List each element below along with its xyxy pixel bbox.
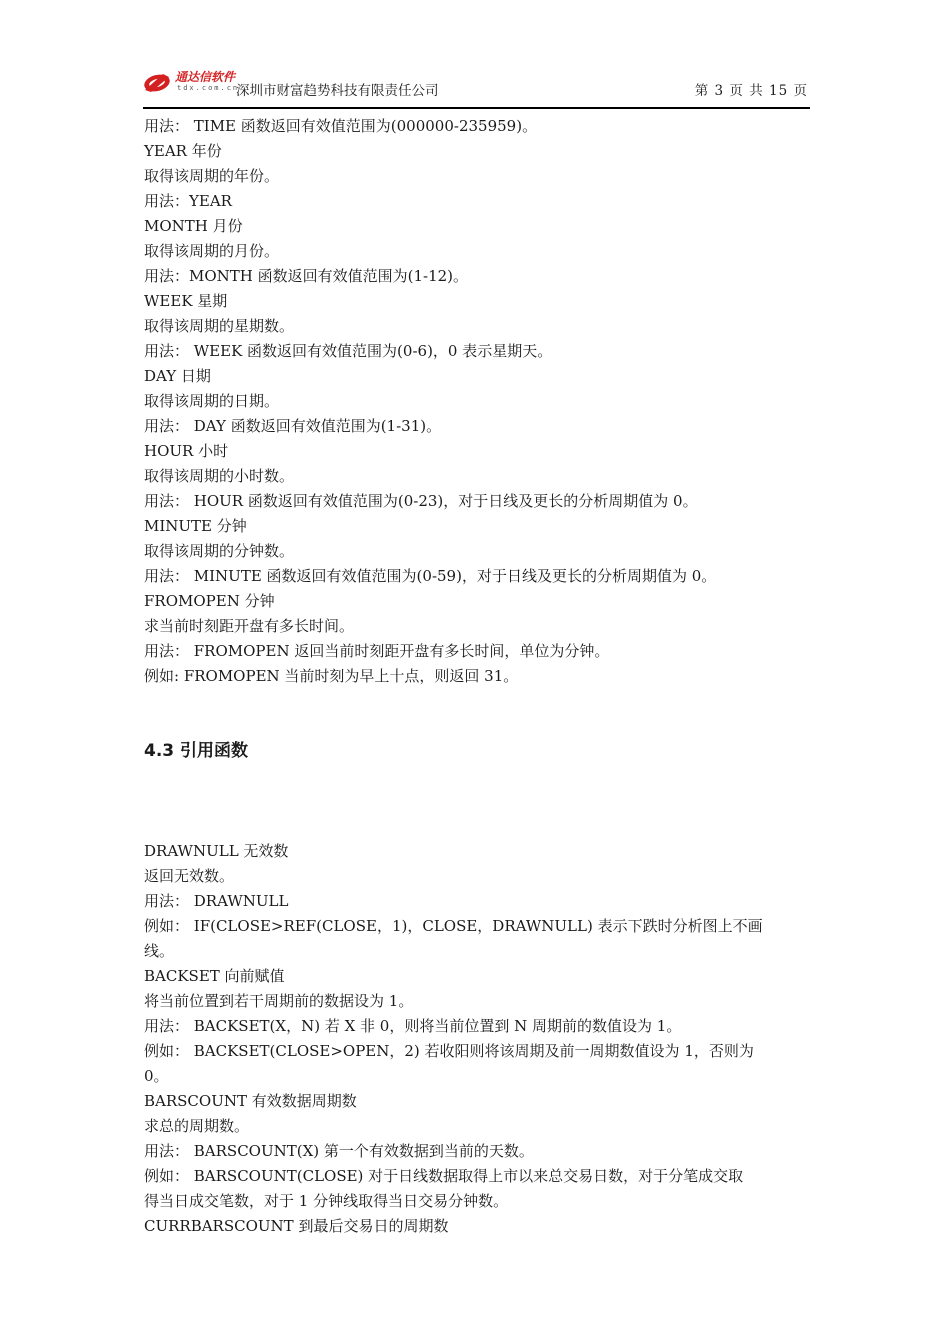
logo-text: 通达信软件 — [175, 70, 236, 84]
function-title: MONTH 月份 — [144, 217, 243, 235]
text-line: 线。 — [144, 942, 175, 960]
text-line: 用法： BACKSET(X，N) 若 X 非 0，则将当前位置到 N 周期前的数值设为 1。 — [144, 1017, 682, 1035]
logo-swoosh-icon — [143, 68, 177, 96]
page-header — [143, 66, 810, 106]
spacer — [144, 714, 810, 739]
spacer — [144, 764, 810, 789]
text-line: 用法： FROMOPEN 返回当前时刻距开盘有多长时间，单位为分钟。 — [144, 642, 610, 660]
function-title: MINUTE 分钟 — [144, 517, 247, 535]
text-line: 取得该周期的小时数。 — [144, 467, 295, 485]
text-line: 求当前时刻距开盘有多长时间。 — [144, 617, 355, 635]
text-line: 例如： BARSCOUNT(CLOSE) 对于日线数据取得上市以来总交易日数，对于分笔成交取 — [144, 1167, 744, 1185]
text-line: 取得该周期的月份。 — [144, 242, 280, 260]
document-body — [144, 114, 810, 1239]
function-title: BACKSET 向前赋值 — [144, 967, 285, 985]
text-line: 用法： BARSCOUNT(X) 第一个有效数据到当前的天数。 — [144, 1142, 534, 1160]
company-name: 深圳市财富趋势科技有限责任公司 — [236, 83, 439, 99]
function-title: DAY 日期 — [144, 367, 211, 385]
text-line: 用法： DRAWNULL — [144, 892, 289, 910]
function-title: DRAWNULL 无效数 — [144, 842, 289, 860]
text-line: 用法：YEAR — [144, 192, 232, 210]
text-line: 求总的周期数。 — [144, 1117, 250, 1135]
function-title: WEEK 星期 — [144, 292, 228, 310]
function-title: BARSCOUNT 有效数据周期数 — [144, 1092, 357, 1110]
text-line: 得当日成交笔数，对于 1 分钟线取得当日交易分钟数。 — [144, 1192, 509, 1210]
text-line: 将当前位置到若干周期前的数据设为 1。 — [144, 992, 414, 1010]
function-title: CURRBARSCOUNT 到最后交易日的周期数 — [144, 1217, 449, 1235]
text-line: 用法： DAY 函数返回有效值范围为(1-31)。 — [144, 417, 442, 435]
text-line: 返回无效数。 — [144, 867, 235, 885]
text-line: 用法： HOUR 函数返回有效值范围为(0-23)，对于日线及更长的分析周期值为 0。 — [144, 492, 698, 510]
text-line: 取得该周期的年份。 — [144, 167, 280, 185]
spacer — [144, 814, 810, 839]
section-heading: 4.3 引用函数 — [144, 741, 249, 761]
text-line: 取得该周期的星期数。 — [144, 317, 295, 335]
page-number: 第 3 页 共 15 页 — [694, 83, 808, 99]
tdx-logo — [143, 68, 239, 98]
text-line: 例如： IF(CLOSE>REF(CLOSE，1)，CLOSE，DRAWNULL) 表示下跌时分析图上不画 — [144, 917, 763, 935]
function-title: FROMOPEN 分钟 — [144, 592, 275, 610]
function-title: YEAR 年份 — [144, 142, 222, 160]
text-line: 取得该周期的分钟数。 — [144, 542, 295, 560]
text-line: 用法： WEEK 函数返回有效值范围为(0-6)，0 表示星期天。 — [144, 342, 553, 360]
logo-url: tdx.com.cn — [177, 84, 240, 92]
spacer — [144, 689, 810, 714]
text-line: 用法： TIME 函数返回有效值范围为(000000-235959)。 — [144, 117, 538, 135]
spacer — [144, 789, 810, 814]
text-line: 0。 — [144, 1067, 169, 1085]
header-rule — [143, 107, 810, 109]
text-line: 取得该周期的日期。 — [144, 392, 280, 410]
text-line: 例如: FROMOPEN 当前时刻为早上十点，则返回 31。 — [144, 667, 519, 685]
text-line: 例如： BACKSET(CLOSE>OPEN，2) 若收阳则将该周期及前一周期数值设为 1，否则为 — [144, 1042, 754, 1060]
function-title: HOUR 小时 — [144, 442, 229, 460]
text-line: 用法：MONTH 函数返回有效值范围为(1-12)。 — [144, 267, 469, 285]
text-line: 用法： MINUTE 函数返回有效值范围为(0-59)，对于日线及更长的分析周期值为 0。 — [144, 567, 717, 585]
